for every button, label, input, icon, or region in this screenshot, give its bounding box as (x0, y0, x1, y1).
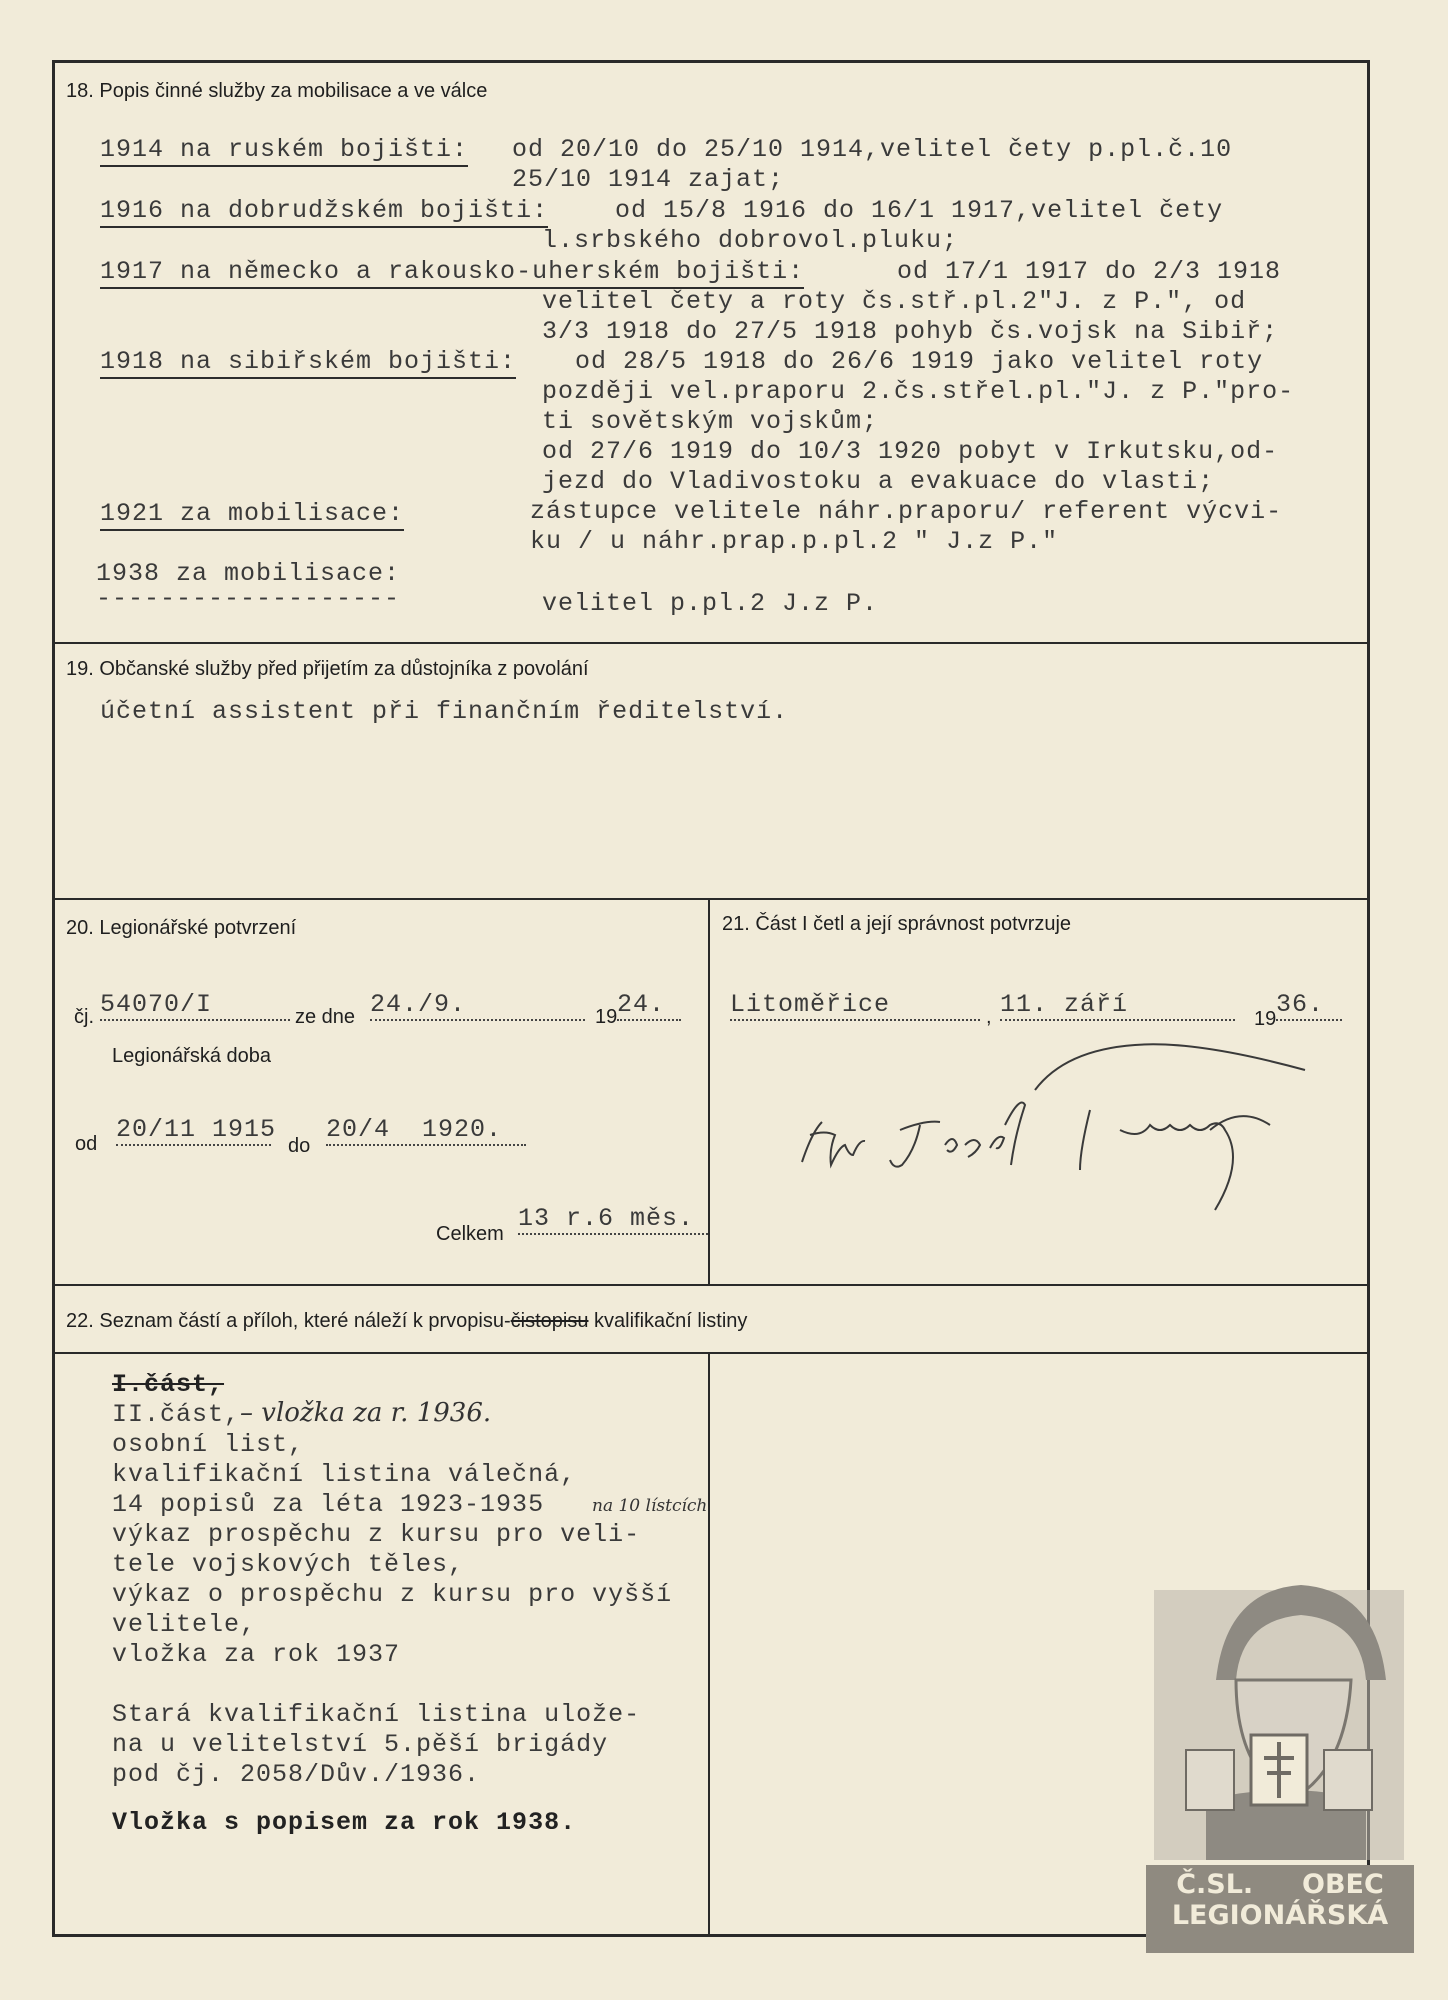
divider-22-header (52, 1352, 1370, 1354)
storage-line-2: na u velitelství 5.pěší brigády (112, 1730, 609, 1759)
storage-line-1: Stará kvalifikační listina ulože- (112, 1700, 641, 1729)
hand-note-vlozka: – vložka za r. 1936. (240, 1398, 492, 1428)
item-4: 14 popisů za léta 1923-1935 (112, 1490, 545, 1519)
signature-text (790, 1160, 797, 1161)
signing-year-suffix: 36. (1276, 990, 1342, 1021)
section-22-heading-start: 22. Seznam částí a příloh, které náleží k prvopisu- (66, 1310, 511, 1332)
entry-1916-line-2: l.srbského dobrovol.pluku; (542, 226, 959, 255)
item-5: výkaz prospěchu z kursu pro veli- (112, 1520, 641, 1549)
item-3: kvalifikační listina válečná, (112, 1460, 577, 1489)
watermark-line1: Č.SL. (1176, 1869, 1254, 1900)
entry-1914-line-2: 25/10 1914 zajat; (512, 165, 785, 194)
item-2: osobní list, (112, 1430, 305, 1459)
watermark-line-top (1146, 1869, 1414, 1900)
section-18-heading: 18. Popis činné služby za mobilisace a ve válce (66, 80, 488, 102)
entry-1918-label: 1918 na sibiřském bojišti: (100, 347, 516, 379)
period-to-value: 20/4 1920. (326, 1115, 526, 1146)
item-9: vložka za rok 1937 (112, 1640, 401, 1669)
entry-1918-line-5: jezd do Vladivostoku a evakuace do vlasti; (542, 467, 1215, 496)
entry-1916-label: 1916 na dobrudžském bojišti: (100, 196, 548, 228)
divider-22-columns (708, 1352, 710, 1935)
entry-1921-line-1: zástupce velitele náhr.praporu/ referent výcvi- (530, 497, 1283, 526)
period-to-label: do (288, 1135, 311, 1157)
item-1: II.část, (112, 1400, 241, 1429)
divider-20-22 (52, 1284, 1370, 1286)
legion-date-value: 24./9. (370, 990, 585, 1021)
entry-1921-line-2: ku / u náhr.prap.p.pl.2 " J.z P." (530, 527, 1059, 556)
divider-18-19 (52, 642, 1370, 644)
total-value: 13 r.6 měs. (518, 1204, 708, 1235)
signing-comma: , (986, 1006, 992, 1028)
section-21-heading: 21. Část I četl a její správnost potvrzuje (722, 913, 1072, 935)
item-7: výkaz o prospěchu z kursu pro vyšší (112, 1580, 673, 1609)
watermark-line3: LEGIONÁŘSKÁ (1171, 1900, 1389, 1931)
entry-1938-dash-line: ------------------- (96, 584, 401, 613)
item-8: velitele, (112, 1610, 257, 1639)
legion-year-prefix: 19 (595, 1006, 618, 1028)
signing-year-prefix: 19 (1254, 1008, 1277, 1030)
signing-date: 11. září (1000, 990, 1235, 1021)
entry-1918-line-1: od 28/5 1918 do 26/6 1919 jako velitel roty (575, 347, 1264, 376)
legion-year-suffix: 24. (617, 990, 681, 1021)
section-22-heading (66, 1310, 747, 1333)
cj-value: 54070/I (100, 990, 290, 1021)
item-struck: I.část, (112, 1370, 225, 1399)
section-20-heading: 20. Legionářské potvrzení (66, 917, 297, 939)
legion-watermark (1146, 1530, 1414, 1960)
item-6: tele vojskových těles, (112, 1550, 465, 1579)
ze-dne-label: ze dne (295, 1006, 356, 1028)
section-22-heading-struck: čistopisu (510, 1310, 589, 1332)
watermark-banner (1146, 1865, 1414, 1953)
entry-1921-label: 1921 za mobilisace: (100, 499, 404, 531)
legionnaire-emblem-icon (1146, 1530, 1414, 1860)
divider-19-20 (52, 898, 1370, 900)
entry-1918-line-3: ti sovětským vojskům; (542, 407, 879, 436)
legion-period-label: Legionářská doba (112, 1045, 272, 1067)
entry-1914-label: 1914 na ruském bojišti: (100, 135, 468, 167)
entry-1918-line-2: později vel.praporu 2.čs.střel.pl."J. z P."pro- (542, 377, 1295, 406)
cj-label: čj. (74, 1006, 94, 1028)
entry-1917-line-1: od 17/1 1917 do 2/3 1918 (897, 257, 1282, 286)
hand-note-listky: na 10 lístcích (592, 1496, 708, 1516)
watermark-line2: OBEC (1302, 1869, 1384, 1900)
signature (790, 1030, 1360, 1230)
period-from-value: 20/11 1915 (116, 1115, 277, 1144)
entry-1917-line-3: 3/3 1918 do 27/5 1918 pohyb čs.vojsk na Sibiř; (542, 317, 1279, 346)
storage-line-3: pod čj. 2058/Dův./1936. (112, 1760, 481, 1789)
total-label: Celkem (436, 1223, 504, 1245)
civil-service-text: účetní assistent při finančním ředitelství. (100, 697, 789, 726)
entry-1917-label: 1917 na německo a rakousko-uherském bojišti: (100, 257, 804, 289)
entry-1914-line-1: od 20/10 do 25/10 1914,velitel čety p.pl.č.10 (512, 135, 1233, 164)
section-19-heading: 19. Občanské služby před přijetím za důstojníka z povolání (66, 658, 589, 680)
signing-place: Litoměřice (730, 990, 980, 1021)
entry-1938-line-1: velitel p.pl.2 J.z P. (542, 589, 879, 618)
divider-20-21 (708, 898, 710, 1284)
section-22-heading-end: kvalifikační listiny (588, 1310, 748, 1332)
entry-1917-line-2: velitel čety a roty čs.stř.pl.2"J. z P.", od (542, 287, 1247, 316)
entry-1918-line-4: od 27/6 1919 do 10/3 1920 pobyt v Irkutsku,od- (542, 437, 1279, 466)
entry-1938-label: 1938 za mobilisace: (96, 559, 401, 588)
period-from-label: od (75, 1133, 98, 1155)
final-note: Vložka s popisem za rok 1938. (112, 1808, 577, 1837)
entry-1916-line-1: od 15/8 1916 do 16/1 1917,velitel čety (615, 196, 1224, 225)
